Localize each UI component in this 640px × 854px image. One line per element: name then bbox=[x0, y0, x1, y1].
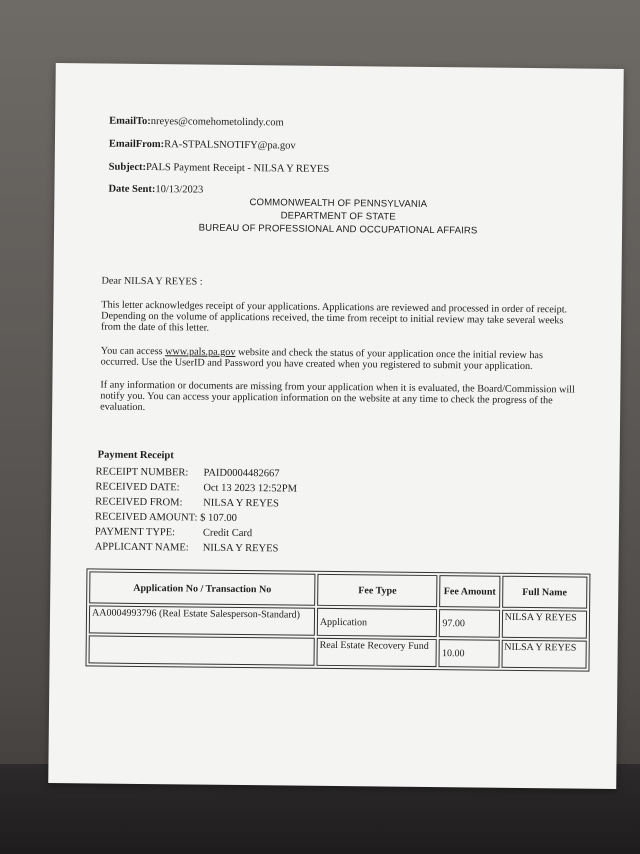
email-date-label: Date Sent: bbox=[108, 183, 156, 196]
table-row bbox=[89, 605, 587, 638]
col-header-fee-type: Fee Type bbox=[317, 574, 438, 607]
cell-application-no bbox=[89, 635, 315, 665]
fee-table bbox=[85, 568, 590, 671]
receipt-value: NILSA Y REYES bbox=[202, 542, 279, 555]
table-header-row bbox=[89, 571, 587, 608]
email-from-line bbox=[109, 139, 296, 152]
cell-fee-type: Application bbox=[317, 608, 438, 637]
cell-full-name: NILSA Y REYES bbox=[501, 610, 587, 639]
col-header-full-name: Full Name bbox=[502, 576, 588, 609]
payment-receipt-title: Payment Receipt bbox=[97, 449, 174, 462]
pals-website-link[interactable]: www.pals.pa.gov bbox=[165, 346, 236, 358]
paragraph-2-text-end: website and check the status of your application once the initial review has occurred. Use the UserID and Password you have created when you registered to submit your application. bbox=[100, 346, 544, 373]
receipt-row bbox=[95, 496, 279, 509]
cell-fee-amount: 97.00 bbox=[439, 609, 500, 638]
receipt-label: APPLICANT NAME: bbox=[94, 541, 189, 554]
receipt-value: NILSA Y REYES bbox=[203, 497, 279, 510]
col-header-fee-amount: Fee Amount bbox=[440, 575, 501, 608]
receipt-row bbox=[95, 526, 252, 539]
cell-application-no: AA0004993796 (Real Estate Salesperson-Standard) bbox=[89, 605, 315, 635]
paragraph-3: If any information or documents are missing from your application when it is evaluated, the Board/Commission will notify you. You can access your application information on the website at any time to check the progress of the evaluation. bbox=[100, 379, 575, 414]
agency-line-3: BUREAU OF PROFESSIONAL AND OCCUPATIONAL AFFAIRS bbox=[198, 222, 478, 237]
receipt-row bbox=[95, 466, 279, 479]
receipt-value: $ 107.00 bbox=[200, 512, 237, 524]
agency-line-2: DEPARTMENT OF STATE bbox=[280, 210, 396, 223]
receipt-label: RECEIVED DATE: bbox=[95, 481, 180, 494]
receipt-row bbox=[95, 511, 237, 523]
receipt-label: PAYMENT TYPE: bbox=[94, 526, 176, 539]
email-date-line bbox=[108, 184, 203, 196]
receipt-letter-page bbox=[48, 63, 624, 789]
email-subject-label: Subject: bbox=[108, 161, 147, 173]
receipt-label: RECEIVED FROM: bbox=[95, 496, 183, 509]
fee-table-wrapper bbox=[85, 568, 590, 671]
email-from-value: RA-STPALSNOTIFY@pa.gov bbox=[164, 139, 296, 152]
cell-fee-type: Real Estate Recovery Fund bbox=[316, 638, 437, 667]
email-to-label: EmailTo: bbox=[109, 115, 151, 128]
paragraph-2-text-start: You can access bbox=[100, 345, 166, 358]
email-subject-value: PALS Payment Receipt - NILSA Y REYES bbox=[145, 161, 330, 175]
cell-full-name: NILSA Y REYES bbox=[501, 640, 587, 669]
email-to-value: nreyes@comehometolindy.com bbox=[150, 116, 284, 129]
receipt-row bbox=[95, 481, 297, 494]
email-to-line bbox=[109, 116, 284, 129]
email-from-label: EmailFrom: bbox=[108, 138, 165, 151]
receipt-row bbox=[95, 541, 279, 554]
paragraph-2 bbox=[101, 346, 581, 373]
paragraph-1: This letter acknowledges receipt of your applications. Applications are reviewed and processed in order of receipt. Depending on the volume of applications received, the time from receipt to initial review may take several weeks from the date of this letter. bbox=[100, 299, 568, 335]
receipt-value: PAID0004482667 bbox=[203, 467, 280, 480]
agency-line-1: COMMONWEALTH OF PENNSYLVANIA bbox=[249, 197, 428, 210]
email-date-value: 10/13/2023 bbox=[155, 184, 204, 196]
receipt-label: RECEIVED AMOUNT: bbox=[94, 511, 198, 524]
receipt-value: Credit Card bbox=[202, 527, 253, 540]
table-row bbox=[89, 635, 587, 668]
cell-fee-amount: 10.00 bbox=[439, 639, 500, 668]
col-header-application-no: Application No / Transaction No bbox=[89, 571, 315, 605]
salutation: Dear NILSA Y REYES : bbox=[101, 275, 203, 288]
email-subject-line bbox=[109, 162, 330, 175]
receipt-value: Oct 13 2023 12:52PM bbox=[203, 482, 298, 495]
receipt-label: RECEIPT NUMBER: bbox=[95, 466, 189, 479]
